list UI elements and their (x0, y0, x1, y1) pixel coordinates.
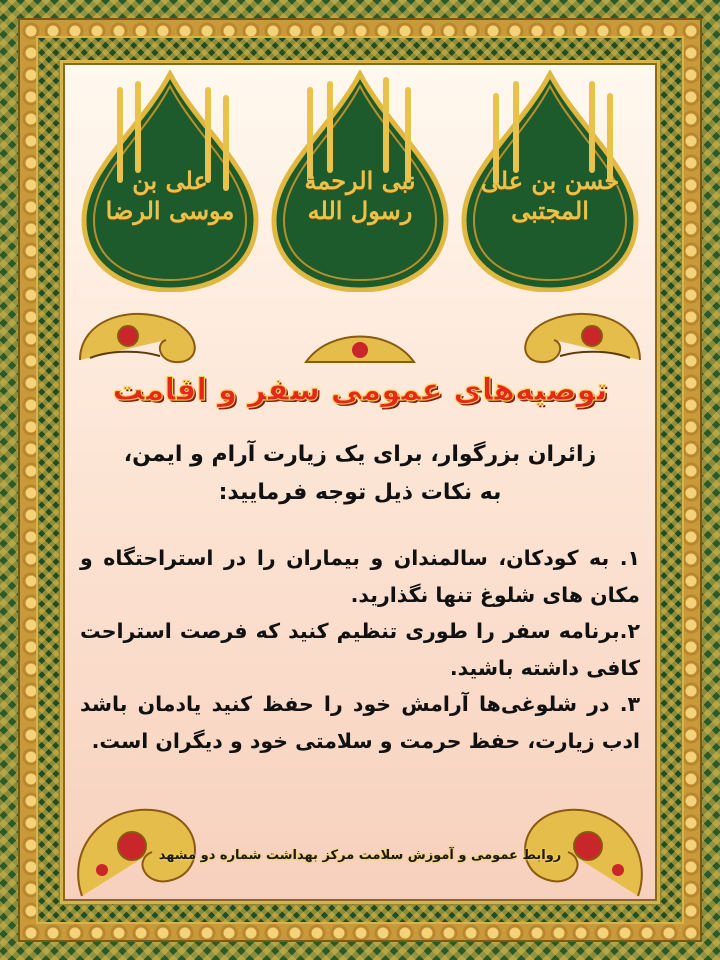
recommendation-item-1: ۱. به کودکان، سالمندان و بیماران را در استراحتگاه و مکان های شلوغ تنها نگذارید. (80, 546, 640, 607)
intro-text (80, 436, 640, 512)
medallion-right-text: حسن بن علی المجتبی (480, 166, 620, 225)
recommendation-item-2: ۲.برنامه سفر را طوری تنظیم کنید که فرصت استراحت کافی داشته باشید. (80, 619, 640, 680)
intro-line-1: زائران بزرگوار، برای یک زیارت آرام و ایمن، (123, 442, 597, 467)
calligraphy-medallions (78, 70, 642, 300)
paisley-ornament-top-left (70, 300, 210, 370)
footer-credit: روابط عمومی و آموزش سلامت مرکز بهداشت شماره دو مشهد (158, 848, 562, 863)
medallion-right (460, 70, 640, 292)
recommendations-list (80, 540, 640, 759)
poster-title: توصیه‌های عمومی سفر و اقامت (112, 372, 608, 408)
medallion-center-text: نبی الرحمة رسول الله (304, 166, 416, 225)
paisley-ornament-top-center (300, 322, 420, 368)
intro-line-2: به نکات ذیل توجه فرمایید: (218, 480, 502, 505)
paisley-ornament-top-right (510, 300, 650, 370)
medallion-left (80, 70, 260, 292)
recommendation-item-3: ۳. در شلوغی‌ها آرامش خود را حفظ کنید یادمان باشد ادب زیارت، حفظ حرمت و سلامتی خود و دیگران است. (80, 692, 640, 753)
medallion-left-text: علی بن موسی الرضا (105, 166, 235, 225)
medallion-center (270, 70, 450, 292)
